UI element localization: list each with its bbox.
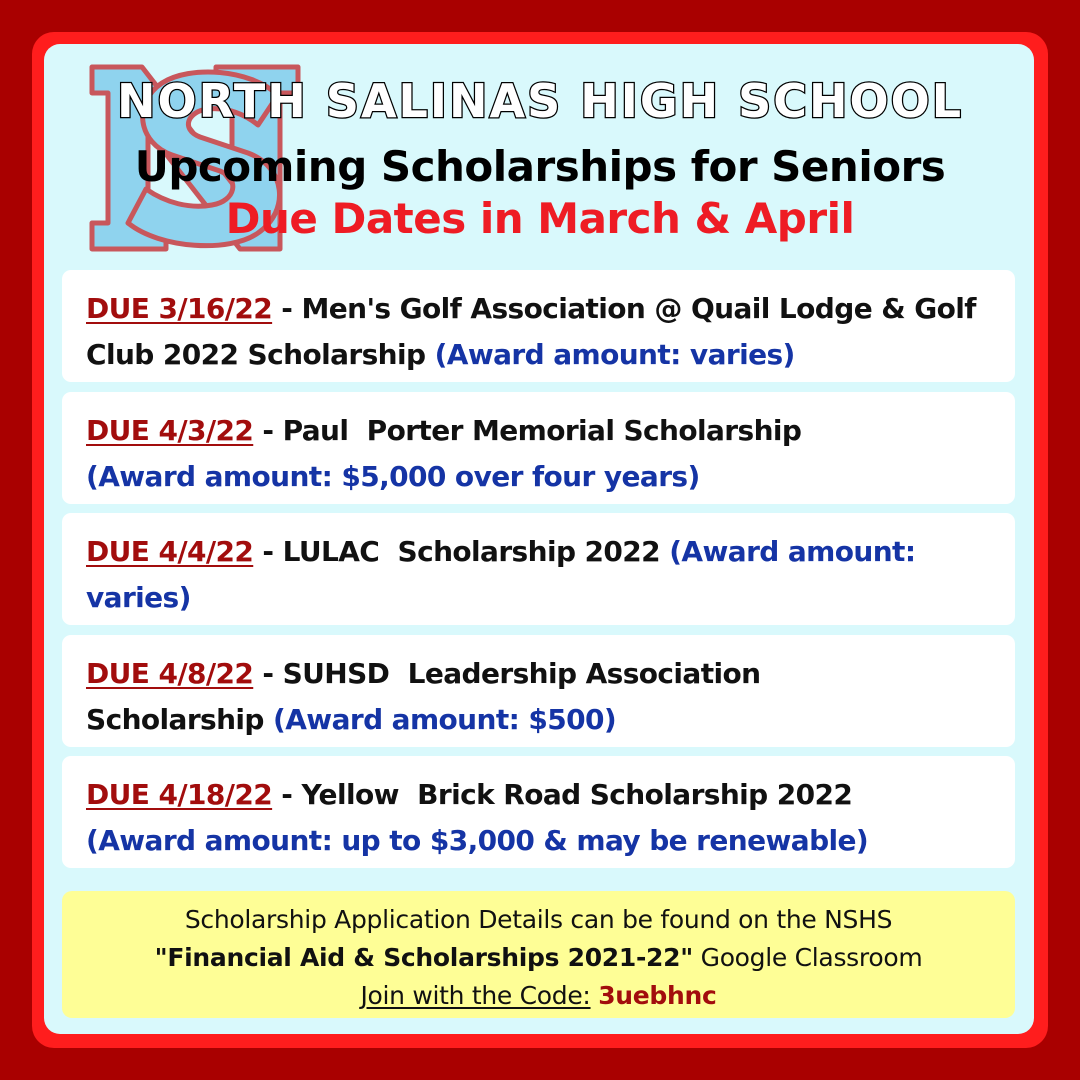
award-amount: (Award amount: $500) <box>273 703 617 736</box>
separator: - <box>272 778 302 811</box>
scholarship-name: Men's Golf Association @ Quail Lodge & Golf Club 2022 Scholarship <box>86 292 976 371</box>
scholarship-card <box>62 635 1015 747</box>
scholarship-card <box>62 756 1015 868</box>
class-code: 3uebhnc <box>598 981 717 1010</box>
separator: - <box>253 535 283 568</box>
due-range-heading: Due Dates in March & April <box>225 194 855 243</box>
classroom-name: "Financial Aid & Scholarships 2021-22" <box>154 943 693 972</box>
due-date: DUE 4/8/22 <box>86 657 254 690</box>
footer-line-1: Scholarship Application Details can be found on the NSHS <box>184 905 893 934</box>
award-amount: (Award amount: $5,000 over four years) <box>86 460 700 493</box>
code-label: Join with the Code: <box>360 981 591 1010</box>
scholarship-card <box>62 392 1015 504</box>
school-title: NORTH SALINAS HIGH SCHOOL <box>116 74 964 128</box>
scholarship-name: LULAC Scholarship 2022 <box>282 535 661 568</box>
classroom-info-box <box>62 891 1015 1018</box>
page-subtitle: Upcoming Scholarships for Seniors <box>134 142 946 191</box>
due-date: DUE 3/16/22 <box>86 292 273 325</box>
separator: - <box>253 414 283 447</box>
classroom-suffix: Google Classroom <box>692 943 923 972</box>
footer-line-3 <box>62 977 1015 1015</box>
award-amount: (Award amount: varies) <box>86 535 916 614</box>
scholarship-card <box>62 513 1015 625</box>
separator: - <box>272 292 302 325</box>
scholarship-name: Yellow Brick Road Scholarship 2022 <box>301 778 853 811</box>
separator: - <box>253 657 283 690</box>
due-date: DUE 4/18/22 <box>86 778 273 811</box>
award-amount: (Award amount: varies) <box>434 338 795 371</box>
footer-line-2 <box>62 939 1015 977</box>
scholarship-card <box>62 270 1015 382</box>
due-date: DUE 4/3/22 <box>86 414 254 447</box>
due-date: DUE 4/4/22 <box>86 535 254 568</box>
award-amount: (Award amount: up to $3,000 & may be renewable) <box>86 824 869 857</box>
scholarship-name: SUHSD Leadership Association Scholarship <box>86 657 770 736</box>
scholarship-name: Paul Porter Memorial Scholarship <box>282 414 802 447</box>
